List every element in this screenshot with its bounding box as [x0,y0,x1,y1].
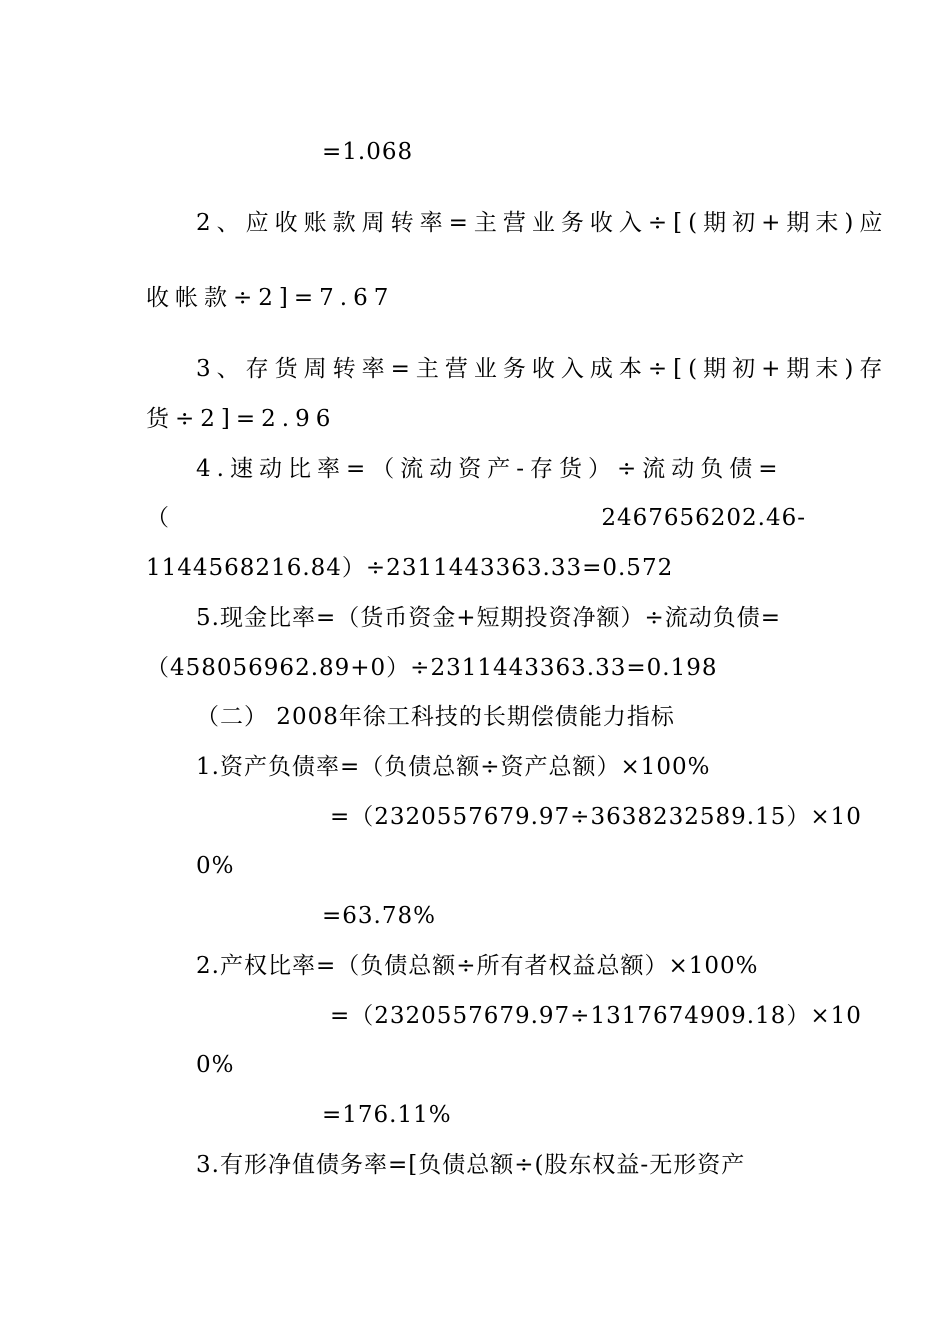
text-line: 3、存货周转率=主营业务收入成本÷[(期初+期末)存 [196,356,889,382]
split-line [146,503,806,533]
text-line: 2、应收账款周转率=主营业务收入÷[(期初+期末)应 [196,210,889,236]
text-fragment: （ [146,505,170,531]
text-line: =（2320557679.97÷1317674909.18）×10 [330,1003,862,1029]
text-line: =63.78% [322,903,436,929]
text-line: 1.资产负债率=（负债总额÷资产总额）×100% [196,754,711,780]
text-line: 货÷2]=2.96 [146,406,337,432]
section-heading: （二） 2008年徐工科技的长期偿债能力指标 [196,704,675,730]
text-line: 3.有形净值债务率=[负债总额÷(股东权益-无形资产 [196,1152,746,1178]
text-line: 2.产权比率=（负债总额÷所有者权益总额）×100% [196,953,759,979]
text-line: 0% [196,853,235,879]
text-line: 收帐款÷2]=7.67 [146,285,395,311]
text-line: =176.11% [322,1102,452,1128]
text-line: 4.速动比率=（流动资产-存货）÷流动负债= [196,456,784,482]
text-line: =（2320557679.97÷3638232589.15）×10 [330,804,862,830]
text-line: 0% [196,1052,235,1078]
text-line: 5.现金比率=（货币资金+短期投资净额）÷流动负债= [196,605,782,631]
text-line: （458056962.89+0）÷2311443363.33=0.198 [146,655,718,681]
text-line: =1.068 [322,139,414,165]
text-fragment: 2467656202.46- [601,505,806,531]
text-line: 1144568216.84）÷2311443363.33=0.572 [146,555,674,581]
